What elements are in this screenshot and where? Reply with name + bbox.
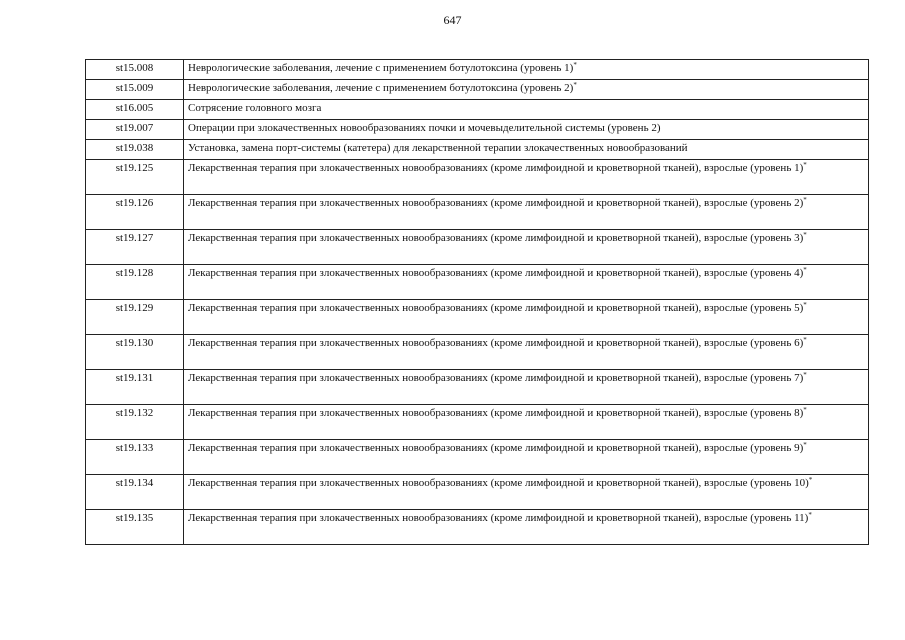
footnote-mark: * bbox=[803, 371, 807, 379]
name-text: Лекарственная терапия при злокачественных новообразованиях (кроме лимфоидной и кроветворной тканей), взрослые (уровень 8) bbox=[188, 407, 804, 419]
code-cell: st19.134 bbox=[86, 475, 184, 510]
footnote-mark: * bbox=[803, 196, 807, 204]
table-row bbox=[86, 335, 869, 370]
code-cell: st19.130 bbox=[86, 335, 184, 370]
table-row bbox=[86, 140, 869, 160]
code-cell: st19.133 bbox=[86, 440, 184, 475]
name-text: Лекарственная терапия при злокачественных новообразованиях (кроме лимфоидной и кроветворной тканей), взрослые (уровень 7) bbox=[188, 372, 804, 384]
table-row bbox=[86, 230, 869, 265]
name-cell bbox=[184, 475, 869, 510]
footnote-mark: * bbox=[803, 266, 807, 274]
name-cell bbox=[184, 510, 869, 545]
name-text: Лекарственная терапия при злокачественных новообразованиях (кроме лимфоидной и кроветворной тканей), взрослые (уровень 9) bbox=[188, 442, 804, 454]
table-row bbox=[86, 120, 869, 140]
table-row bbox=[86, 60, 869, 80]
footnote-mark: * bbox=[803, 441, 807, 449]
name-text: Лекарственная терапия при злокачественных новообразованиях (кроме лимфоидной и кроветворной тканей), взрослые (уровень 10) bbox=[188, 477, 809, 489]
table-row bbox=[86, 300, 869, 335]
page-number: 647 bbox=[443, 13, 462, 27]
code-cell: st15.008 bbox=[86, 60, 184, 80]
name-cell bbox=[184, 300, 869, 335]
name-text: Лекарственная терапия при злокачественных новообразованиях (кроме лимфоидной и кроветворной тканей), взрослые (уровень 1) bbox=[188, 162, 804, 174]
name-cell bbox=[184, 440, 869, 475]
name-cell bbox=[184, 195, 869, 230]
name-cell bbox=[184, 160, 869, 195]
name-text: Сотрясение головного мозга bbox=[188, 102, 322, 114]
footnote-mark: * bbox=[803, 161, 807, 169]
name-cell bbox=[184, 405, 869, 440]
footnote-mark: * bbox=[808, 476, 813, 484]
footnote-mark: * bbox=[808, 511, 812, 519]
table-row bbox=[86, 195, 869, 230]
table-row bbox=[86, 440, 869, 475]
code-cell: st19.127 bbox=[86, 230, 184, 265]
table-row bbox=[86, 160, 869, 195]
name-cell bbox=[184, 100, 869, 120]
name-text: Неврологические заболевания, лечение с применением ботулотоксина (уровень 1) bbox=[188, 62, 574, 74]
name-text: Лекарственная терапия при злокачественных новообразованиях (кроме лимфоидной и кроветворной тканей), взрослые (уровень 5) bbox=[188, 302, 804, 314]
footnote-mark: * bbox=[803, 231, 807, 239]
code-cell: st19.128 bbox=[86, 265, 184, 300]
code-cell: st19.038 bbox=[86, 140, 184, 160]
name-cell bbox=[184, 80, 869, 100]
table-row bbox=[86, 510, 869, 545]
code-cell: st19.007 bbox=[86, 120, 184, 140]
name-text: Операции при злокачественных новообразованиях почки и мочевыделительной системы (уровень 2) bbox=[188, 122, 661, 134]
name-text: Неврологические заболевания, лечение с применением ботулотоксина (уровень 2) bbox=[188, 82, 574, 94]
name-text: Установка, замена порт-системы (катетера) для лекарственной терапии злокачественных новообразований bbox=[188, 142, 688, 154]
name-text: Лекарственная терапия при злокачественных новообразованиях (кроме лимфоидной и кроветворной тканей), взрослые (уровень 6) bbox=[188, 337, 804, 349]
code-cell: st19.126 bbox=[86, 195, 184, 230]
footnote-mark: * bbox=[573, 61, 577, 69]
name-cell bbox=[184, 230, 869, 265]
name-cell bbox=[184, 60, 869, 80]
footnote-mark: * bbox=[803, 301, 807, 309]
code-table bbox=[85, 59, 869, 545]
table-row bbox=[86, 100, 869, 120]
table-row bbox=[86, 80, 869, 100]
footnote-mark: * bbox=[573, 81, 577, 89]
name-text: Лекарственная терапия при злокачественных новообразованиях (кроме лимфоидной и кроветворной тканей), взрослые (уровень 4) bbox=[188, 267, 804, 279]
code-cell: st19.125 bbox=[86, 160, 184, 195]
code-cell: st19.132 bbox=[86, 405, 184, 440]
name-text: Лекарственная терапия при злокачественных новообразованиях (кроме лимфоидной и кроветворной тканей), взрослые (уровень 2) bbox=[188, 197, 804, 209]
code-cell: st19.131 bbox=[86, 370, 184, 405]
name-text: Лекарственная терапия при злокачественных новообразованиях (кроме лимфоидной и кроветворной тканей), взрослые (уровень 11) bbox=[188, 512, 809, 524]
name-cell bbox=[184, 120, 869, 140]
code-cell: st19.135 bbox=[86, 510, 184, 545]
footnote-mark: * bbox=[803, 336, 807, 344]
code-cell: st15.009 bbox=[86, 80, 184, 100]
name-cell bbox=[184, 335, 869, 370]
table-row bbox=[86, 475, 869, 510]
table-row bbox=[86, 265, 869, 300]
footnote-mark: * bbox=[803, 406, 807, 414]
table-row bbox=[86, 405, 869, 440]
name-cell bbox=[184, 370, 869, 405]
code-cell: st16.005 bbox=[86, 100, 184, 120]
code-cell: st19.129 bbox=[86, 300, 184, 335]
name-cell bbox=[184, 265, 869, 300]
name-cell bbox=[184, 140, 869, 160]
name-text: Лекарственная терапия при злокачественных новообразованиях (кроме лимфоидной и кроветворной тканей), взрослые (уровень 3) bbox=[188, 232, 804, 244]
table-row bbox=[86, 370, 869, 405]
